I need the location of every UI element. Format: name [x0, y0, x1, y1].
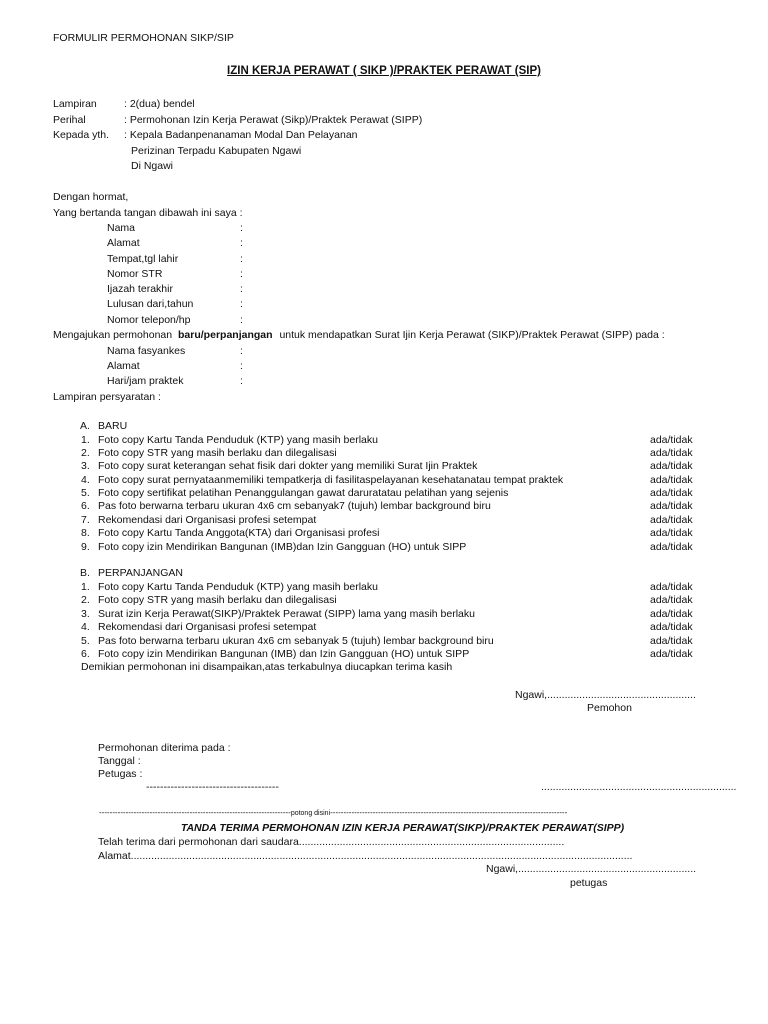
request-choice: baru/perpanjangan	[178, 329, 273, 341]
field-colon: :	[240, 237, 243, 249]
received-date-label: Tanggal :	[98, 755, 141, 767]
list-item-text: Foto copy izin Mendirikan Bangunan (IMB) dan Izin Gangguan (HO) untuk SIPP	[98, 648, 470, 660]
received-officer-label: Petugas :	[98, 768, 143, 780]
cut-line-right: -----------------------------------------------------------------------------------------	[330, 808, 568, 817]
field-colon: :	[240, 360, 243, 372]
list-item-text: Foto copy surat keterangan sehat fisik dari dokter yang memiliki Surat Ijin Praktek	[98, 460, 478, 472]
list-item-status: ada/tidak	[650, 514, 693, 526]
signature-role: Pemohon	[587, 702, 632, 714]
list-item-text: Foto copy STR yang masih berlaku dan dilegalisasi	[98, 447, 337, 459]
list-item-status: ada/tidak	[650, 648, 693, 660]
list-item-text: Foto copy izin Mendirikan Bangunan (IMB)dan Izin Gangguan (HO) untuk SIPP	[98, 541, 467, 553]
list-item-status: ada/tidak	[650, 447, 693, 459]
field-colon: :	[240, 298, 243, 310]
lampiran-label: Lampiran	[53, 98, 97, 110]
list-item-number: 2.	[81, 447, 90, 459]
kepada-label: Kepada yth.	[53, 129, 110, 141]
list-item-status: ada/tidak	[650, 460, 693, 472]
field-colon: :	[240, 345, 243, 357]
field-label-lulusan: Lulusan dari,tahun	[107, 298, 194, 310]
list-item-number: 5.	[81, 635, 90, 647]
field-label-tempat-tgl-lahir: Tempat,tgl lahir	[107, 253, 179, 265]
list-item-number: 6.	[81, 500, 90, 512]
list-item-text: Surat izin Kerja Perawat(SIKP)/Praktek Perawat (SIPP) lama yang masih berlaku	[98, 608, 475, 620]
field-label-nama: Nama	[107, 222, 136, 234]
list-item-status: ada/tidak	[650, 434, 693, 446]
list-item-status: ada/tidak	[650, 487, 693, 499]
section-a-title: BARU	[98, 420, 128, 432]
field-colon: :	[240, 222, 243, 234]
list-item-number: 5.	[81, 487, 90, 499]
list-item-text: Foto copy Kartu Tanda Anggota(KTA) dari Organisasi profesi	[98, 527, 380, 539]
request-line	[53, 328, 665, 342]
received-label: Permohonan diterima pada :	[98, 742, 231, 754]
receipt-place-date: Ngawi,.............................................................	[486, 863, 697, 875]
list-item-text: Foto copy Kartu Tanda Penduduk (KTP) yang masih berlaku	[98, 434, 378, 446]
document-title: IZIN KERJA PERAWAT ( SIKP )/PRAKTEK PERAWAT (SIP)	[227, 65, 541, 77]
list-item-status: ada/tidak	[650, 621, 693, 633]
lampiran-value: : 2(dua) bendel	[124, 98, 195, 110]
list-item-text: Foto copy Kartu Tanda Penduduk (KTP) yang masih berlaku	[98, 581, 378, 593]
perihal-value: : Permohonan Izin Kerja Perawat (Sikp)/Praktek Perawat (SIPP)	[124, 114, 423, 126]
field-label-alamat: Alamat	[107, 237, 140, 249]
list-item-text: Rekomendasi dari Organisasi profesi setempat	[98, 621, 317, 633]
attachments-label: Lampiran persyaratan :	[53, 391, 161, 403]
request-prefix: Mengajukan permohonan	[53, 329, 173, 341]
list-item-status: ada/tidak	[650, 474, 693, 486]
greeting: Dengan hormat,	[53, 191, 129, 203]
list-item-text: Foto copy STR yang masih berlaku dan dilegalisasi	[98, 594, 337, 606]
receipt-role: petugas	[570, 877, 608, 889]
list-item-status: ada/tidak	[650, 541, 693, 553]
intro-text: Yang bertanda tangan dibawah ini saya :	[53, 207, 243, 219]
cut-line	[99, 808, 567, 819]
list-item-number: 4.	[81, 474, 90, 486]
field-label-fasyankes: Nama fasyankes	[107, 345, 186, 357]
list-item-number: 9.	[81, 541, 90, 553]
list-item-status: ada/tidak	[650, 500, 693, 512]
field-colon: :	[240, 314, 243, 326]
list-item-number: 1.	[81, 581, 90, 593]
closing-text: Demikian permohonan ini disampaikan,atas terkabulnya diucapkan terima kasih	[81, 661, 453, 673]
field-label-ijazah: Ijazah terakhir	[107, 283, 173, 295]
field-colon: :	[240, 268, 243, 280]
list-item-text: Rekomendasi dari Organisasi profesi setempat	[98, 514, 317, 526]
list-item-number: 7.	[81, 514, 90, 526]
signature-place-date: Ngawi,...................................................	[515, 689, 696, 701]
list-item-text: Foto copy sertifikat pelatihan Penanggulangan gawat daruratatau pelatihan yang sejenis	[98, 487, 509, 499]
list-item-status: ada/tidak	[650, 594, 693, 606]
field-label-hari-jam: Hari/jam praktek	[107, 375, 184, 387]
list-item-number: 8.	[81, 527, 90, 539]
cut-line-label: potong disini	[290, 810, 331, 817]
request-suffix: untuk mendapatkan Surat Ijin Kerja Perawat (SIKP)/Praktek Perawat (SIPP) pada :	[279, 329, 665, 341]
list-item-status: ada/tidak	[650, 581, 693, 593]
section-a-marker: A.	[80, 420, 90, 432]
signature-line-right: ...................................................................	[541, 781, 737, 793]
perihal-label: Perihal	[53, 114, 86, 126]
list-item-text: Foto copy surat pernyataanmemiliki tempatkerja di fasilitaspelayanan kesehatanatau tempat praktek	[98, 474, 564, 486]
receipt-line-1: Telah terima dari permohonan dari saudara...........................................................................................	[98, 836, 565, 848]
section-b-title: PERPANJANGAN	[98, 567, 183, 579]
list-item-status: ada/tidak	[650, 527, 693, 539]
section-b-marker: B.	[80, 567, 90, 579]
field-label-nomor-str: Nomor STR	[107, 268, 163, 280]
list-item-number: 2.	[81, 594, 90, 606]
receipt-line-2: Alamat............................................................................................................................................................................	[98, 850, 633, 862]
list-item-text: Pas foto berwarna terbaru ukuran 4x6 cm sebanyak 5 (tujuh) lembar background biru	[98, 635, 494, 647]
list-item-number: 1.	[81, 434, 90, 446]
list-item-number: 3.	[81, 460, 90, 472]
kepada-value: : Kepala Badanpenanaman Modal Dan Pelayanan	[124, 129, 358, 141]
list-item-number: 4.	[81, 621, 90, 633]
list-item-number: 3.	[81, 608, 90, 620]
list-item-status: ada/tidak	[650, 635, 693, 647]
kepada-line-3: Di Ngawi	[131, 160, 174, 172]
field-colon: :	[240, 375, 243, 387]
list-item-number: 6.	[81, 648, 90, 660]
signature-line-left: --------------------------------------	[146, 781, 279, 793]
cut-line-left: ------------------------------------------------------------------------	[99, 808, 291, 817]
field-label-alamat-praktek: Alamat	[107, 360, 140, 372]
receipt-title: TANDA TERIMA PERMOHONAN IZIN KERJA PERAWAT(SIKP)/PRAKTEK PERAWAT(SIPP)	[180, 822, 625, 834]
kepada-line-2: Perizinan Terpadu Kabupaten Ngawi	[131, 145, 302, 157]
list-item-status: ada/tidak	[650, 608, 693, 620]
list-item-text: Pas foto berwarna terbaru ukuran 4x6 cm sebanyak7 (tujuh) lembar background biru	[98, 500, 491, 512]
form-label: FORMULIR PERMOHONAN SIKP/SIP	[53, 32, 234, 44]
field-colon: :	[240, 283, 243, 295]
field-label-telepon: Nomor telepon/hp	[107, 314, 191, 326]
field-colon: :	[240, 253, 243, 265]
